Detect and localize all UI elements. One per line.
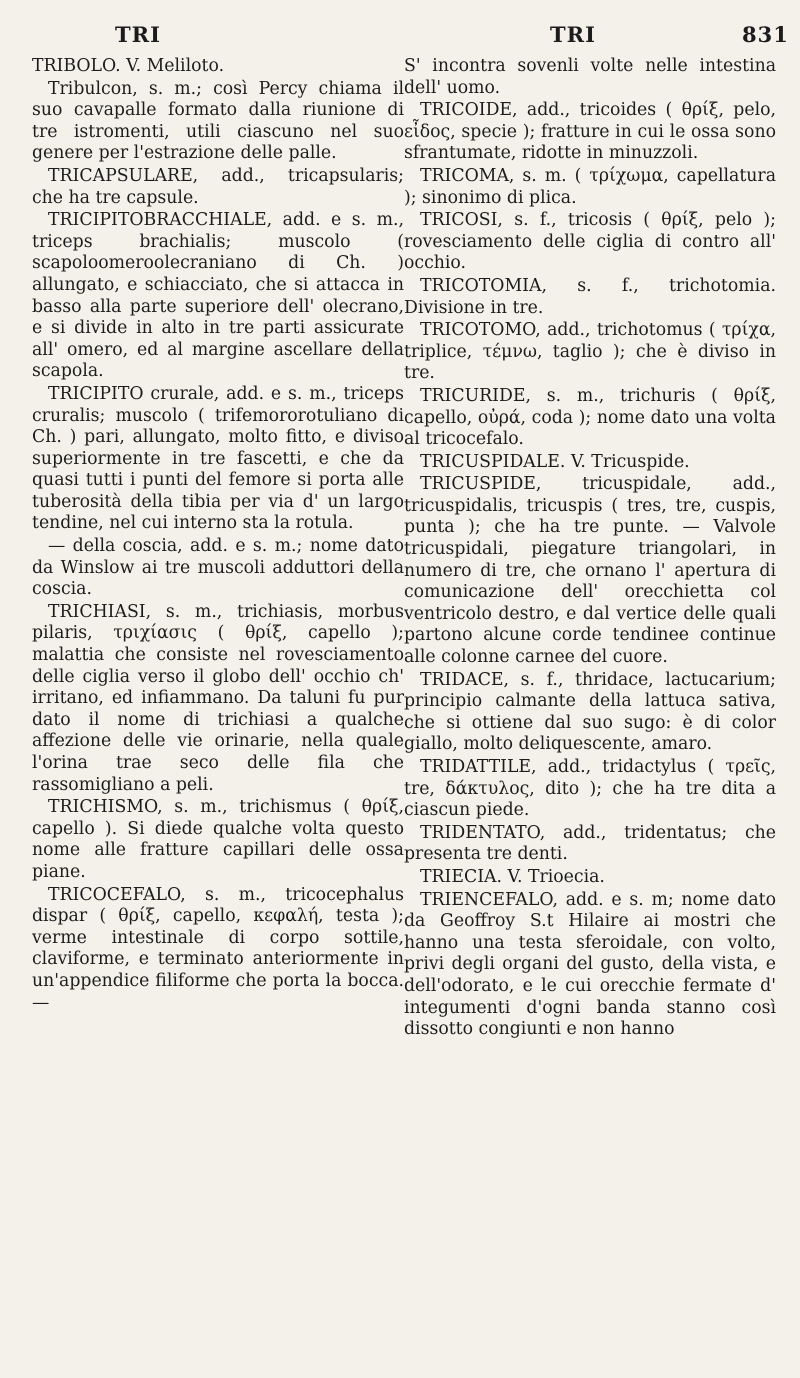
dictionary-entry: TRICOTOMIA, s. f., trichotomia. Divisione in tre. [404,275,776,318]
dictionary-entry: TRICIPITOBRACCHIALE, add. e s. m., triceps brachialis; muscolo ( scapoloomeroolecraniano di Ch. ) allungato, e schiacciato, che si attacca in basso alla parte superiore dell' olecrano, e si divide in alto in tre parti assicurate all' omero, ed al margine ascellare della scapola. [32,210,404,382]
dictionary-entry: TRICOIDE, add., tricoides ( θρίξ, pelo, εἶδος, specie ); fratture in cui le ossa sono sfrantumate, ridotte in minuzzoli. [404,100,776,164]
dictionary-entry: TRICHIASI, s. m., trichiasis, morbus pilaris, τριχίασις ( θρίξ, capello ); malattia che consiste nel rovesciamento delle ciglia verso il globo dell' occhio ch' irritano, ed infiammano. Da taluni fu pur dato il nome di trichiasi a qualche affezione delle vie orinarie, nella quale l'orina trae seco delle fila che rassomigliano a peli. [32,601,404,795]
dictionary-entry: TRICAPSULARE, add., tricapsularis; che ha tre capsule. [32,165,404,208]
dictionary-entry: TRICURIDE, s. m., trichuris ( θρίξ, capello, οὐρά, coda ); nome dato una volta al tricocefalo. [404,385,776,450]
dictionary-entry: TRICIPITO crurale, add. e s. m., triceps cruralis; muscolo ( trifemororotuliano di Ch. ) pari, allungato, molto fitto, e diviso superiormente in tre fascetti, e che da quasi tutti i punti del femore si porta alle tuberosità della tibia per via d' un largo tendine, nel cui interno sta la rotula. [32,383,404,534]
dictionary-entry: TRICHISMO, s. m., trichismus ( θρίξ, capello ). Si diede qualche volta questo nome alle fratture capillari delle ossa piane. [32,797,404,882]
running-head-right: TRI [550,22,596,47]
dictionary-entry: TRICOMA, s. m. ( τρίχωμα, capellatura ); sinonimo di plica. [404,165,776,208]
dictionary-entry: TRICUSPIDE, tricuspidale, add., tricuspidalis, tricuspis ( tres, tre, cuspis, punta ); che ha tre punte. — Valvole tricuspidali, piegature triangolari, in numero di tre, che ornano l' apertura di comunicazione dell' orecchietta col ventricolo destro, e dal vertice delle quali partono alcune corde tendinee continue alle colonne carnee del cuore. [404,474,776,668]
dictionary-entry: TRIBOLO. V. Meliloto. [32,56,225,76]
right-column [404,56,776,1042]
page-number: 831 [742,22,789,47]
dictionary-entry: — della coscia, add. e s. m.; nome dato da Winslow ai tre muscoli adduttori della coscia. [32,536,404,600]
dictionary-entry: TRICOTOMO, add., trichotomus ( τρίχα, triplice, τέμνω, taglio ); che è diviso in tre. [404,320,776,384]
dictionary-entry: TRIENCEFALO, add. e s. m; nome dato da Geoffroy S.t Hilaire ai mostri che hanno una testa sferoidale, con volto, privi degli organi del gusto, della vista, e dell'odorato, e le cui orecchie fermate d' integumenti d'ogni banda stanno così dissotto congiunti e non hanno [404,889,776,1040]
dictionary-entry: TRICOCEFALO, s. m., tricocephalus dispar ( θρίξ, capello, κεφαλή, testa ); verme intestinale di corpo sottile, claviforme, e terminato anteriormente in un'appendice filiforme che porta la bocca. — [32,884,404,1013]
dictionary-entry: TRIDENTATO, add., tridentatus; che presenta tre denti. [404,822,776,865]
dictionary-entry: TRICUSPIDALE. V. Tricuspide. [420,451,690,472]
running-head-left: TRI [115,22,161,47]
dictionary-entry: TRICOSI, s. f., tricosis ( θρίξ, pelo ); rovesciamento delle ciglia di contro all' occhio. [404,210,776,274]
dictionary-entry: Tribulcon, s. m.; così Percy chiama il suo cavapalle formato dalla riunione di tre istromenti, utili ciascuno nel suo genere per l'estrazione delle palle. [32,78,404,164]
dictionary-entry: TRIECIA. V. Trioecia. [420,866,605,887]
dictionary-entry: TRIDATTILE, add., tridactylus ( τρεῖς, tre, δάκτυλος, dito ); che ha tre dita a ciascun piede. [404,757,776,821]
left-column [32,56,404,1015]
dictionary-entry: TRIDACE, s. f., thridace, lactucarium; principio calmante della lattuca sativa, che si ottiene dal suo sugo: è di color giallo, molto deliquescente, amaro. [404,669,776,755]
dictionary-entry: S' incontra sovenli volte nelle intestina dell' uomo. [404,56,776,98]
